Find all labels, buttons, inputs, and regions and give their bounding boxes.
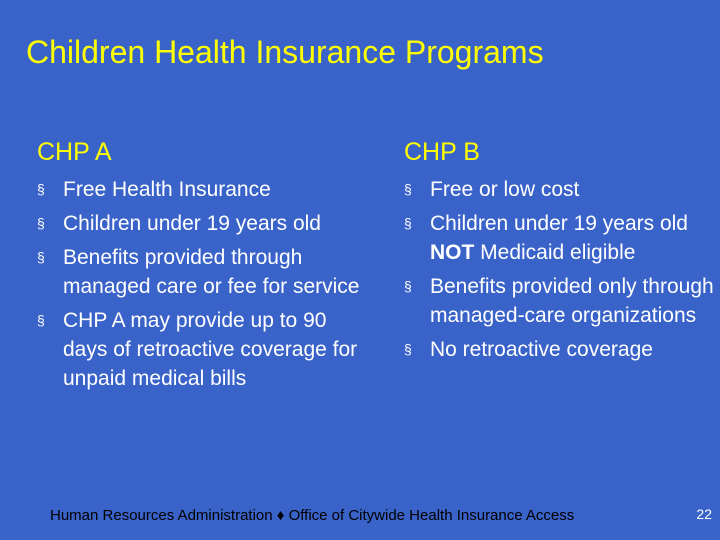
bullet-item: [37, 306, 367, 393]
bullet-text-part: Children under 19 years old: [430, 212, 688, 235]
bullet-item: [404, 335, 714, 364]
bullet-item: [404, 272, 714, 330]
bullet-item: [404, 175, 714, 204]
bullet-text: Benefits provided through managed care or fee for service: [63, 246, 360, 298]
bullet-icon: §: [404, 215, 412, 231]
slide-title: Children Health Insurance Programs: [26, 34, 544, 70]
column-a-heading: CHP A: [37, 138, 112, 166]
bullet-item: [37, 209, 367, 238]
bullet-text: No retroactive coverage: [430, 338, 653, 361]
slide-footer: Human Resources Administration ♦ Office of Citywide Health Insurance Access: [50, 507, 575, 524]
bullet-item: [404, 209, 714, 267]
bullet-item: [37, 243, 367, 301]
bullet-text: Benefits provided only through managed-care organizations: [430, 275, 714, 327]
bullet-icon: §: [37, 181, 45, 197]
bullet-text-part: Medicaid eligible: [474, 241, 636, 264]
bullet-icon: §: [404, 278, 412, 294]
column-b-bullet-list: [404, 175, 714, 369]
page-number: 22: [696, 506, 712, 522]
bullet-text: Free Health Insurance: [63, 178, 271, 201]
bullet-text: Free or low cost: [430, 178, 580, 201]
bullet-icon: §: [37, 215, 45, 231]
bullet-icon: §: [404, 341, 412, 357]
bullet-icon: §: [37, 249, 45, 265]
column-b-heading: CHP B: [404, 138, 480, 166]
bullet-icon: §: [37, 312, 45, 328]
bullet-item: [37, 175, 367, 204]
column-a-bullet-list: [37, 175, 367, 398]
bullet-icon: §: [404, 181, 412, 197]
emphasis-text: NOT: [430, 241, 475, 264]
bullet-text: CHP A may provide up to 90 days of retroactive coverage for unpaid medical bills: [63, 309, 358, 390]
bullet-text: [430, 212, 688, 264]
bullet-text: Children under 19 years old: [63, 212, 321, 235]
